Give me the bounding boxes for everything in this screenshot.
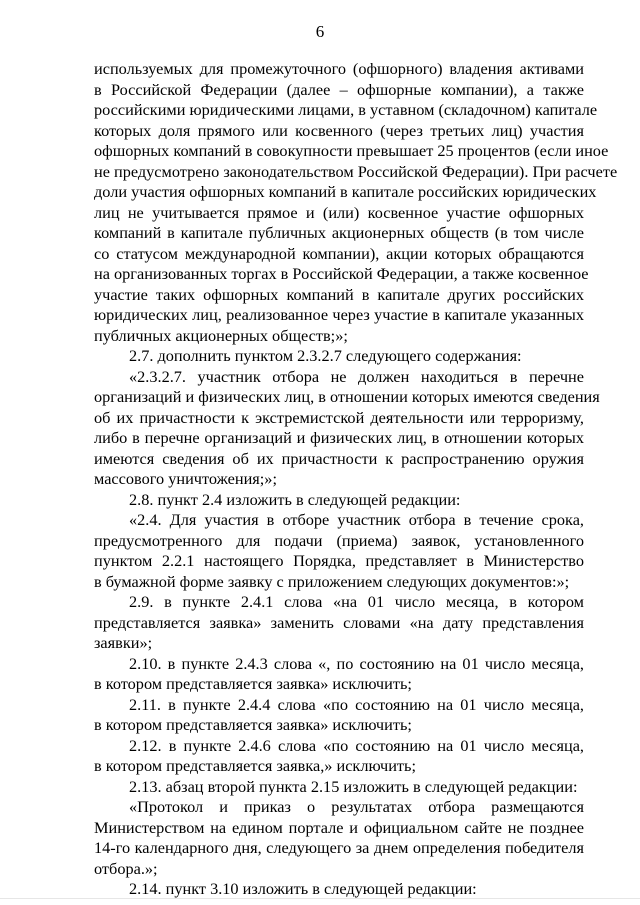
document-body <box>94 59 618 900</box>
text-line: в бумажной форме заявку с приложением следующих документов:»; <box>94 571 570 591</box>
text-line: 2.8. пункт 2.4 изложить в следующей редакции: <box>129 489 461 509</box>
text-line: российскими юридическими лицами, в уставном (складочном) капитале <box>94 100 598 119</box>
text-line: заявки»; <box>94 633 153 652</box>
text-line: «Протокол и приказ о результатах отбора размещаются <box>129 797 584 816</box>
page-edge-divider <box>0 898 640 899</box>
text-line: 2.10. в пункте 2.4.3 слова «, по состоянию на 01 число месяца, <box>129 653 584 673</box>
text-line: не предусмотрено законодательством Российской Федерации). При расчете <box>94 161 618 181</box>
text-line: 14-го календарного дня, следующего за днем определения победителя <box>94 838 584 857</box>
text-line: об их причастности к экстремистской деятельности или терроризму, <box>94 407 584 427</box>
text-line: предусмотренного для подачи (приема) заявок, установленного <box>94 530 584 550</box>
text-line: публичных акционерных обществ;»; <box>94 325 348 345</box>
text-line: 2.13. абзац второй пункта 2.15 изложить в следующей редакции: <box>129 776 578 796</box>
text-line: 2.12. в пункте 2.4.6 слова «по состоянию на 01 число месяца, <box>129 735 584 755</box>
text-line: 2.14. пункт 3.10 изложить в следующей редакции: <box>129 879 477 898</box>
text-line: в котором представляется заявка,» исключить; <box>94 756 416 775</box>
text-line: отбора.»; <box>94 858 158 878</box>
text-line: в котором представляется заявка» исключить; <box>94 674 412 693</box>
text-line: участие таких офшорных компаний в капитале других российских <box>94 284 584 304</box>
text-line: компаний в капитале публичных акционерных обществ (в том числе <box>94 223 584 242</box>
text-line: представляется заявка» заменить словами «на дату представления <box>94 612 584 632</box>
text-line: либо в перечне организаций и физических лиц, в отношении которых <box>94 428 584 447</box>
text-line: которых доля прямого или косвенного (через третьих лиц) участия <box>94 120 584 140</box>
text-line: юридических лиц, реализованное через участие в капитале указанных <box>94 305 584 324</box>
text-line: «2.3.2.7. участник отбора не должен находиться в перечне <box>129 366 584 386</box>
text-line: на организованных торгах в Российской Федерации, а также косвенное <box>94 264 589 283</box>
text-line: в котором представляется заявка» исключить; <box>94 715 412 734</box>
text-line: в Российской Федерации (далее – офшорные компании), а также <box>94 79 584 99</box>
text-line: лиц не учитывается прямое и (или) косвенное участие офшорных <box>94 202 584 222</box>
text-line: 2.7. дополнить пунктом 2.3.2.7 следующего содержания: <box>129 346 522 365</box>
text-line: 2.9. в пункте 2.4.1 слова «на 01 число месяца, в котором <box>129 592 584 611</box>
text-line: Министерством на едином портале и официальном сайте не позднее <box>94 817 584 837</box>
text-line: пунктом 2.2.1 настоящего Порядка, представляет в Министерство <box>94 551 584 570</box>
text-line: имеются сведения об их причастности к распространению оружия <box>94 448 584 468</box>
text-line: офшорных компаний в совокупности превышает 25 процентов (если иное <box>94 141 609 160</box>
text-line: массового уничтожения;»; <box>94 469 277 488</box>
text-line: организаций и физических лиц, в отношении которых имеются сведения <box>94 387 600 406</box>
text-line: со статусом международной компании), акции которых обращаются <box>94 243 584 263</box>
text-line: 2.11. в пункте 2.4.4 слова «по состоянию на 01 число месяца, <box>129 694 584 714</box>
text-line: доли участия офшорных компаний в капитале российских юридических <box>94 182 597 201</box>
text-line: «2.4. Для участия в отборе участник отбора в течение срока, <box>129 510 584 529</box>
text-line: используемых для промежуточного (офшорного) владения активами <box>94 59 584 78</box>
page-number: 6 <box>315 22 325 41</box>
